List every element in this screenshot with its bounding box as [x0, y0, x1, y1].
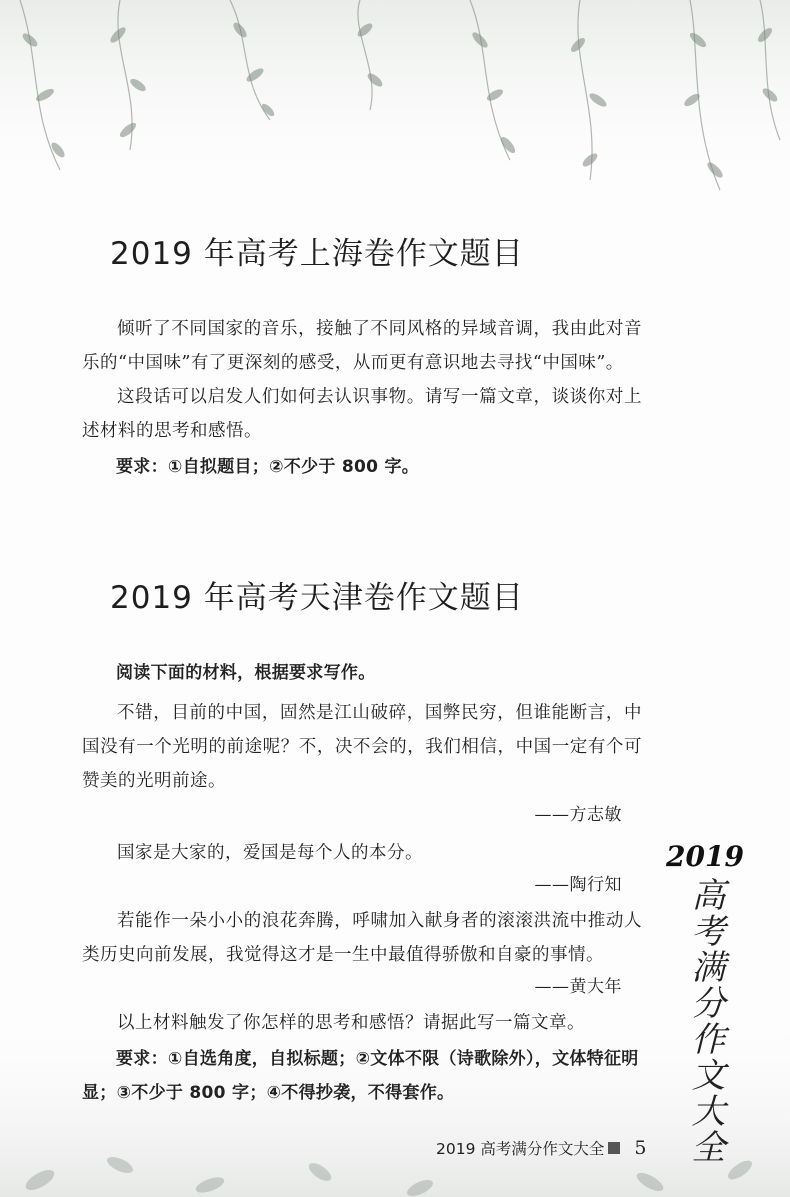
page-footer — [436, 1137, 646, 1159]
leaf-branch-decoration-top — [0, 0, 790, 210]
shanghai-requirement: 要求：①自拟题目；②不少于 800 字。 — [116, 457, 420, 477]
tianjin-quote-3: 若能作一朵小小的浪花奔腾，呼啸加入献身者的滚滚洪流中推动人类历史向前发展，我觉得这才是一生中最值得骄傲和自豪的事情。 — [82, 911, 642, 965]
tianjin-author-3: ——黄大年 — [534, 977, 622, 997]
tianjin-instruction: 阅读下面的材料，根据要求写作。 — [116, 663, 376, 683]
footer-square-icon — [608, 1142, 620, 1154]
section-title-tianjin: 2019 年高考天津卷作文题目 — [110, 580, 524, 616]
section-title-shanghai: 2019 年高考上海卷作文题目 — [110, 236, 524, 272]
tianjin-author-1: ——方志敏 — [534, 805, 622, 825]
shanghai-task-paragraph: 这段话可以启发人们如何去认识事物。请写一篇文章，谈谈你对上述材料的思考和感悟。 — [82, 387, 642, 441]
tianjin-quote-1: 不错，目前的中国，固然是江山破碎，国弊民穷，但谁能断言，中国没有一个光明的前途呢？不，决不会的，我们相信，中国一定有个可赞美的光明前途。 — [82, 703, 642, 791]
tianjin-author-2: ——陶行知 — [534, 875, 622, 895]
tianjin-requirement: 要求：①自选角度，自拟标题；②文体不限（诗歌除外），文体特征明显；③不少于 800 字；④不得抄袭，不得套作。 — [82, 1049, 639, 1103]
side-brand-calligraphy — [665, 840, 745, 1165]
tianjin-quote-2: 国家是大家的，爱国是每个人的本分。 — [117, 843, 423, 863]
side-brand-year: 2019 — [666, 840, 744, 873]
side-brand-title: 高考满分作文大全 — [685, 877, 725, 1165]
shanghai-material-paragraph: 倾听了不同国家的音乐，接触了不同风格的异域音调，我由此对音乐的“中国味”有了更深刻的感受，从而更有意识地去寻找“中国味”。 — [82, 319, 642, 373]
footer-book-title: 2019 高考满分作文大全 — [436, 1140, 605, 1158]
tianjin-prompt: 以上材料触发了你怎样的思考和感悟？请据此写一篇文章。 — [117, 1013, 585, 1033]
page-number: 5 — [634, 1137, 647, 1159]
